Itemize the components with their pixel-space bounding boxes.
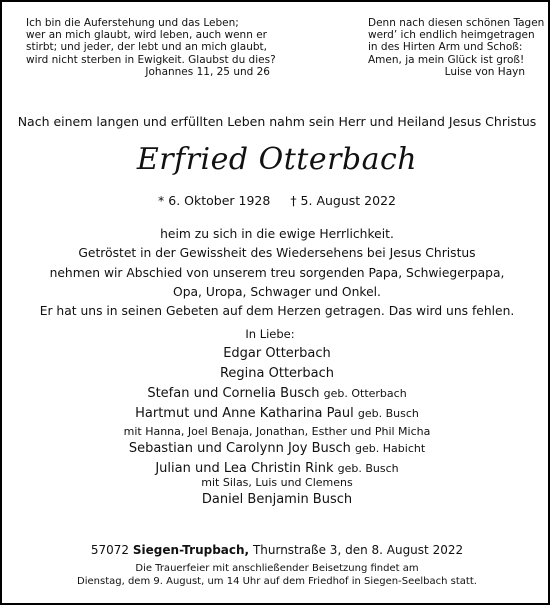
intro-text: Nach einem langen und erfüllten Leben nahm sein Herr und Heiland Jesus Christus (17, 114, 537, 129)
verse-line: Denn nach diesen schönen Tagen (368, 17, 545, 29)
body-line: heim zu sich in die ewige Herrlichkeit. (160, 227, 394, 241)
verse-source: Johannes 11, 25 und 26 (145, 65, 270, 78)
verse-line: in des Hirten Arm und Schoß: (368, 41, 523, 54)
mourner-names: Julian und Lea Christin Rink (155, 461, 334, 476)
mourner-name: Regina Otterbach (219, 366, 335, 381)
mourner-children: mit Silas, Luis und Clemens (201, 476, 353, 489)
funeral-line: Die Trauerfeier mit anschließender Beisetzung findet am (135, 563, 419, 574)
funeral-line: Dienstag, dem 9. August, um 14 Uhr auf dem Friedhof in Siegen-Seelbach statt. (77, 575, 477, 587)
mourner-names: Sebastian und Carolynn Joy Busch (128, 441, 351, 456)
body-line: Opa, Uropa, Schwager und Onkel. (173, 284, 381, 299)
birth-date: * 6. Oktober 1928 (158, 193, 271, 208)
verse-line: stirbt; und jeder, der lebt und an mich glaubt, (26, 41, 268, 54)
life-dates (2, 193, 550, 208)
city: Siegen-Trupbach, (132, 543, 250, 557)
mourner-name (2, 384, 550, 404)
mourners-heading: In Liebe: (245, 327, 295, 341)
verse-line: Ich bin die Auferstehung und das Leben; (26, 17, 239, 29)
verse-line: wer an mich glaubt, wird leben, auch wenn er (26, 29, 267, 42)
address-line (2, 543, 550, 557)
verse-line: Amen, ja mein Glück ist groß! (368, 53, 525, 66)
mourner-name (2, 404, 550, 424)
funeral-info (2, 563, 550, 588)
maiden-name: geb. Habicht (355, 442, 426, 455)
address-rest: Thurnstraße 3, den 8. August 2022 (252, 543, 464, 557)
hymn-verse (368, 17, 545, 78)
mourner-names: Hartmut und Anne Katharina Paul (135, 406, 354, 421)
verse-line: werd’ ich endlich heimgetragen (368, 29, 535, 42)
body-text (2, 225, 550, 321)
mourners-list (2, 325, 550, 510)
mourner-names: Stefan und Cornelia Busch (147, 386, 320, 401)
mourner-name (2, 439, 550, 459)
death-date: † 5. August 2022 (290, 193, 396, 208)
maiden-name: geb. Busch (357, 407, 419, 420)
body-line: Er hat uns in seinen Gebeten auf dem Herzen getragen. Das wird uns fehlen. (39, 304, 515, 319)
verse-line: wird nicht sterben in Ewigkeit. Glaubst du dies? (26, 53, 276, 66)
mourner-name: Edgar Otterbach (223, 346, 331, 361)
body-line: Getröstet in der Gewissheit des Wiedersehens bei Jesus Christus (78, 246, 476, 261)
postcode: 57072 (90, 543, 130, 557)
bible-verse (26, 17, 276, 78)
maiden-name: geb. Busch (337, 462, 399, 475)
maiden-name: geb. Otterbach (323, 387, 407, 400)
mourner-name: Daniel Benjamin Busch (201, 492, 353, 507)
verse-source: Luise von Hayn (444, 65, 525, 78)
body-line: nehmen wir Abschied von unserem treu sorgenden Papa, Schwiegerpapa, (49, 265, 505, 280)
deceased-name: Erfried Otterbach (136, 142, 418, 177)
mourner-children: mit Hanna, Joel Benaja, Jonathan, Esther und Phil Micha (123, 425, 431, 438)
